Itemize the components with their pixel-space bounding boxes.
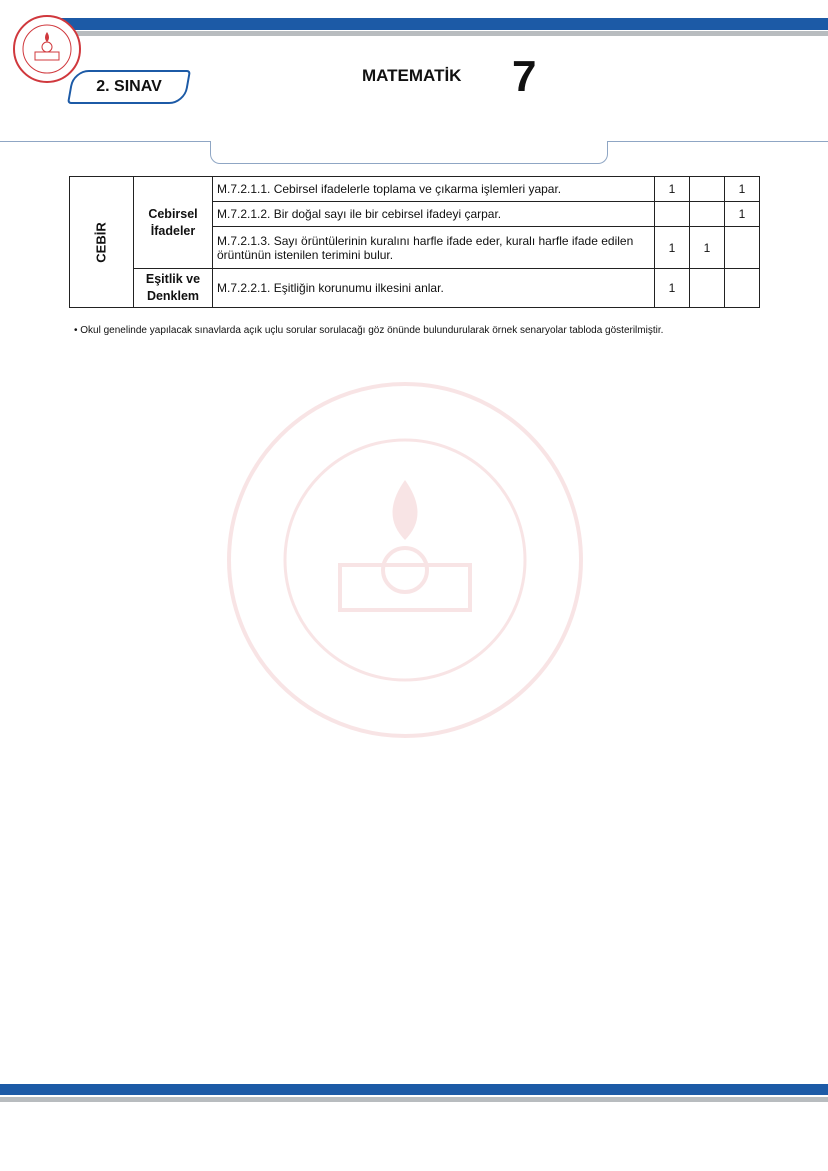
count-cell: 1 [655,269,690,308]
area-cell [70,177,134,308]
area-label: CEBİR [93,221,109,263]
outcome-cell: M.7.2.1.2. Bir doğal sayı ile bir cebirsel ifadeyi çarpar. [213,202,655,227]
footnote: • Okul genelinde yapılacak sınavlarda açık uçlu sorular sorulacağı göz önünde bulundurularak örnek senaryolar tabloda gösterilmiştir. [74,325,664,336]
count-cell: 1 [655,177,690,202]
count-cell: 1 [690,227,725,269]
footer-grey-bar [0,1097,828,1102]
subarea-cell: Eşitlik ve Denklem [134,269,213,308]
header-blue-bar [48,18,828,30]
subject-title: MATEMATİK [362,66,462,85]
divider-tab [210,141,608,164]
ministry-logo-icon [12,14,82,84]
count-cell [725,227,760,269]
outcome-cell: M.7.2.2.1. Eşitliğin korunumu ilkesini anlar. [213,269,655,308]
footer-blue-bar [0,1084,828,1095]
seal-watermark-icon [225,380,585,740]
outcome-cell: M.7.2.1.1. Cebirsel ifadelerle toplama ve çıkarma işlemleri yapar. [213,177,655,202]
count-cell [655,202,690,227]
count-cell: 1 [655,227,690,269]
outcomes-table [69,176,760,308]
outcome-cell: M.7.2.1.3. Sayı örüntülerinin kuralını harfle ifade eder, kuralı harfle ifade edilen örüntünün istenilen terimini bulur. [213,227,655,269]
table-row [70,177,760,202]
count-cell [725,269,760,308]
table-row [70,269,760,308]
count-cell [690,269,725,308]
grade-number: 7 [512,52,537,101]
subarea-cell: Cebirsel İfadeler [134,177,213,269]
count-cell [690,202,725,227]
exam-label: 2. SINAV [96,78,162,95]
header-grey-bar [52,31,828,36]
count-cell [690,177,725,202]
count-cell: 1 [725,177,760,202]
exam-number-badge [67,70,191,104]
count-cell: 1 [725,202,760,227]
